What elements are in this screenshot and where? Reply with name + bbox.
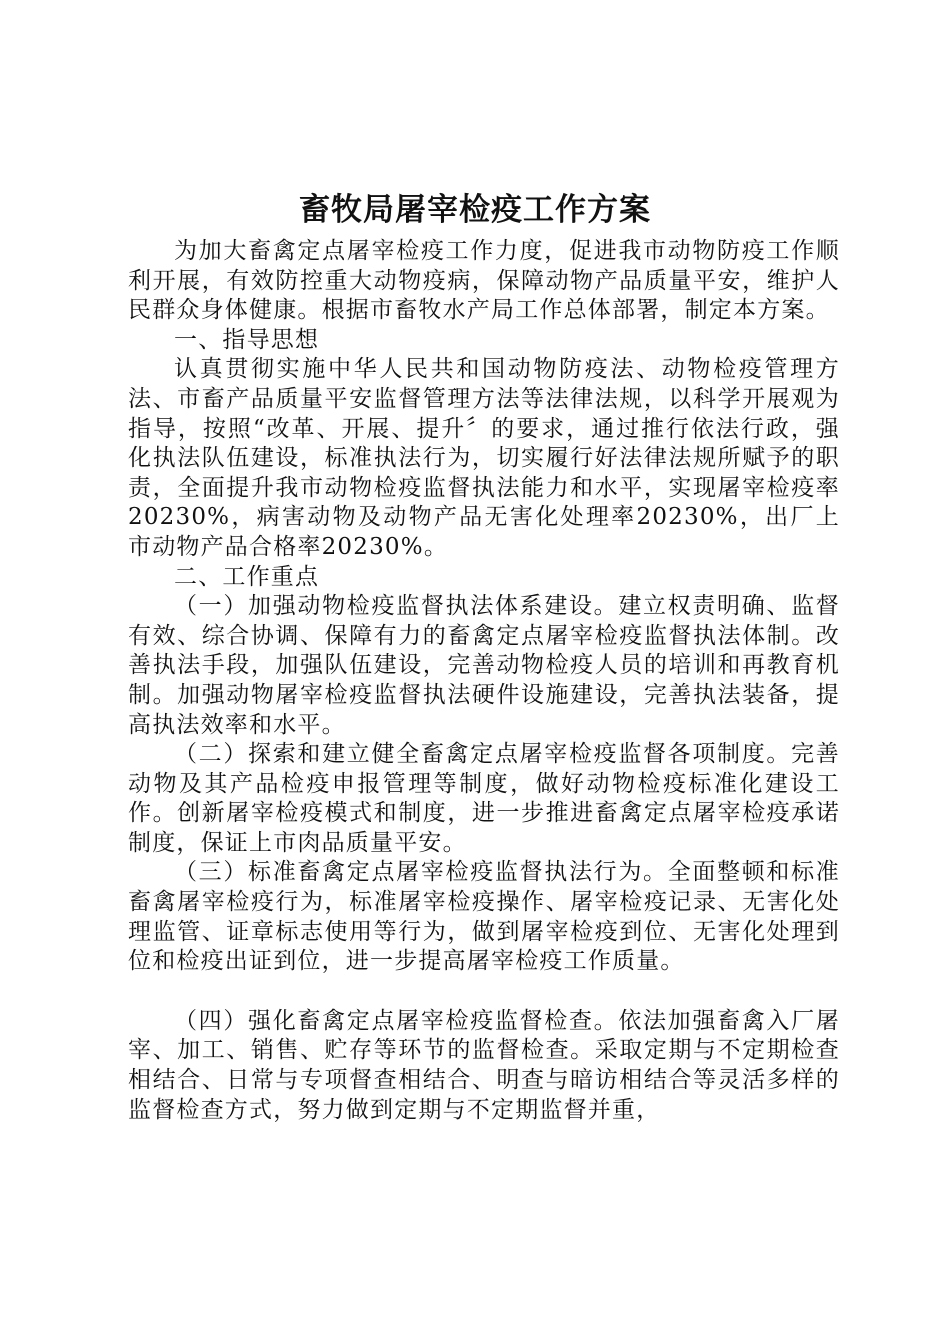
work-focus-item-1: （一）加强动物检疫监督执法体系建设。建立权责明确、监督有效、综合协调、保障有力的畜禽定点屠宰检疫监督执法体制。改善执法手段，加强队伍建设，完善动物检疫人员的培训和再教育机制。加强动物屠宰检疫监督执法硬件设施建设，完善执法装备，提高执法效率和水平。 [128, 593, 840, 738]
guiding-ideology-paragraph: 认真贯彻实施中华人民共和国动物防疫法、动物检疫管理方法、市畜产品质量平安监督管理方法等法律法规，以科学开展观为指导，按照“改革、开展、提升〞的要求，通过推行依法行政，强化执法队伍建设，标准执法行为，切实履行好法律法规所赋予的职责，全面提升我市动物检疫监督执法能力和水平，实现屠宰检疫率20230%，病害动物及动物产品无害化处理率20230%，出厂上市动物产品合格率20230%。 [128, 356, 840, 560]
work-focus-item-4: （四）强化畜禽定点屠宰检疫监督检查。依法加强畜禽入厂屠宰、加工、销售、贮存等环节的监督检查。采取定期与不定期检查相结合、日常与专项督查相结合、明查与暗访相结合等灵活多样的监督检查方式，努力做到定期与不定期监督并重， [128, 1007, 840, 1123]
work-focus-item-2: （二）探索和建立健全畜禽定点屠宰检疫监督各项制度。完善动物及其产品检疫申报管理等制度，做好动物检疫标准化建设工作。创新屠宰检疫模式和制度，进一步推进畜禽定点屠宰检疫承诺制度，保证上市肉品质量平安。 [128, 741, 840, 856]
paragraph-gap [128, 977, 840, 1007]
section-heading-guiding-ideology: 一、指导思想 [174, 326, 320, 353]
intro-paragraph: 为加大畜禽定点屠宰检疫工作力度，促进我市动物防疫工作顺利开展，有效防控重大动物疫病，保障动物产品质量平安，维护人民群众身体健康。根据市畜牧水产局工作总体部署，制定本方案。 [128, 238, 840, 324]
document-body [128, 237, 840, 1125]
work-focus-item-3: （三）标准畜禽定点屠宰检疫监督执法行为。全面整顿和标准畜禽屠宰检疫行为，标准屠宰检疫操作、屠宰检疫记录、无害化处理监管、证章标志使用等行为，做到屠宰检疫到位、无害化处理到位和检疫出证到位，进一步提高屠宰检疫工作质量。 [128, 859, 840, 975]
section-heading-work-focus: 二、工作重点 [174, 563, 320, 590]
document-title: 畜牧局屠宰检疫工作方案 [299, 192, 651, 228]
